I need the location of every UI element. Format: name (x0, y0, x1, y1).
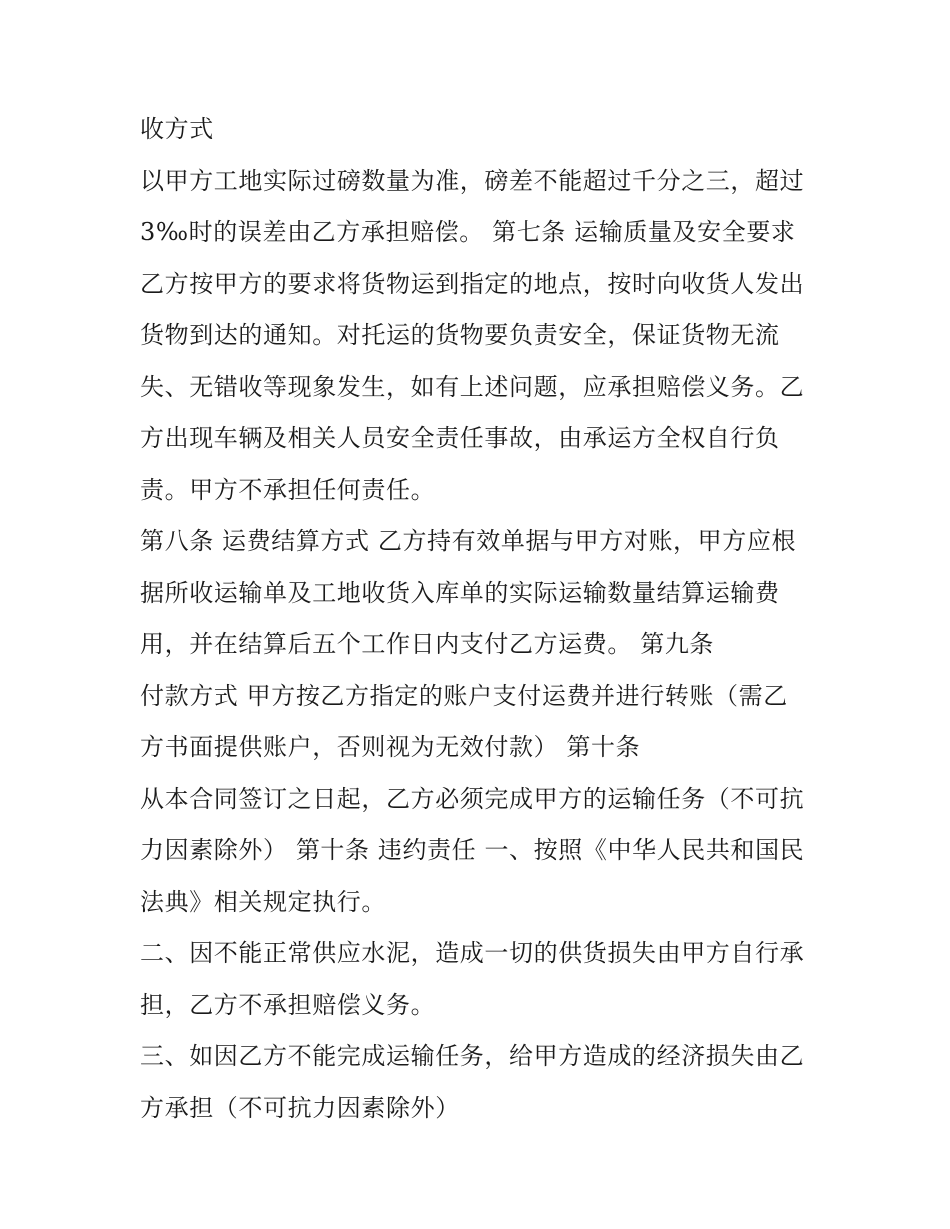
text-line: 担，乙方不承担赔偿义务。 (140, 990, 436, 1019)
text-line: 乙方按甲方的要求将货物运到指定的地点，按时向收货人发出 (140, 269, 805, 298)
text-line: 三、如因乙方不能完成运输任务，给甲方造成的经济损失由乙 (140, 1042, 805, 1070)
text-line: 以甲方工地实际过磅数量为准，磅差不能超过千分之三，超过 (140, 166, 805, 195)
text-line: 法典》相关规定执行。 (140, 887, 386, 916)
text-line: 3‰时的误差由乙方承担赔偿。 第七条 运输质量及安全要求 (140, 218, 796, 246)
text-line: 方出现车辆及相关人员安全责任事故，由承运方全权自行负 (140, 424, 780, 452)
text-line: 货物到达的通知。对托运的货物要负责安全，保证货物无流 (140, 321, 780, 349)
text-line: 据所收运输单及工地收货入库单的实际运输数量结算运输费 (140, 578, 780, 607)
contract-text (140, 104, 830, 1134)
text-line: 第八条 运费结算方式 乙方持有效单据与甲方对账，甲方应根 (140, 527, 797, 555)
text-line: 力因素除外） 第十条 违约责任 一、按照《中华人民共和国民 (140, 836, 805, 864)
text-line: 方书面提供账户，否则视为无效付款） 第十条 (140, 733, 641, 761)
text-line: 付款方式 甲方按乙方指定的账户支付运费并进行转账（需乙 (140, 681, 788, 710)
text-line: 方承担（不可抗力因素除外） (140, 1093, 460, 1122)
text-line: 责。甲方不承担任何责任。 (140, 475, 436, 504)
text-line: 收方式 (140, 115, 214, 143)
text-line: 二、因不能正常供应水泥，造成一切的供货损失由甲方自行承 (140, 939, 805, 967)
text-line: 用，并在结算后五个工作日内支付乙方运费。 第九条 (140, 630, 715, 658)
text-line: 失、无错收等现象发生，如有上述问题，应承担赔偿义务。乙 (140, 372, 805, 401)
text-line: 从本合同签订之日起，乙方必须完成甲方的运输任务（不可抗 (140, 784, 805, 813)
